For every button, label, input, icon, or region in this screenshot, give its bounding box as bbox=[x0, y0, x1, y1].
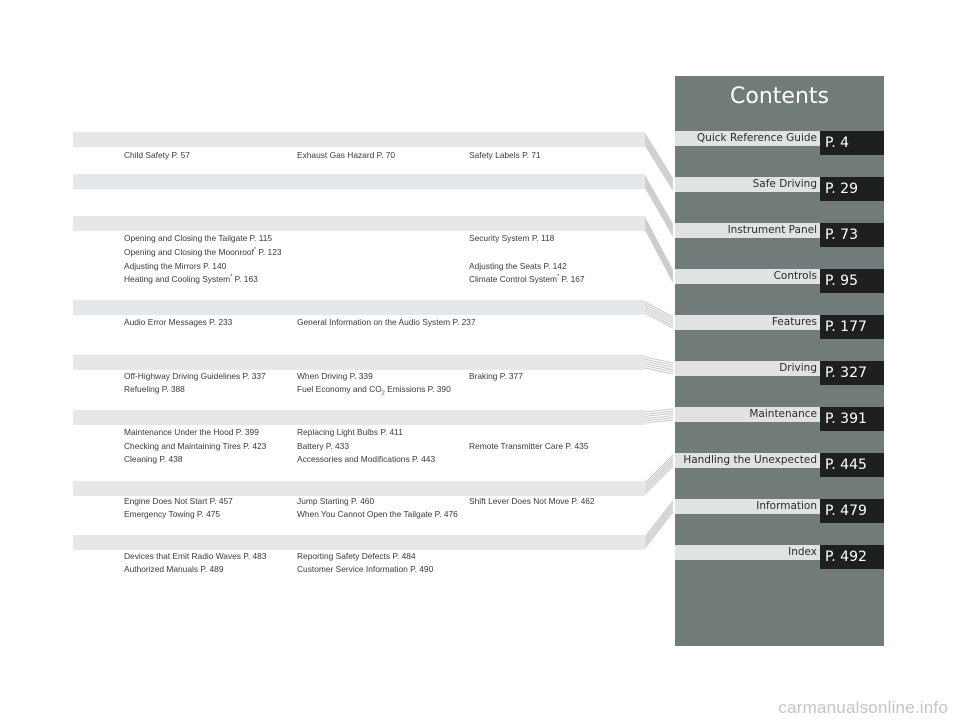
tab-page-maintenance[interactable]: P. 391 bbox=[820, 407, 884, 431]
subscript-2: 2 bbox=[381, 390, 385, 397]
entry-moonroof-label: Opening and Closing the Moonroof bbox=[124, 247, 254, 257]
entry-accessories[interactable]: Accessories and Modifications P. 443 bbox=[297, 454, 436, 464]
option-mark: * bbox=[230, 274, 233, 281]
entry-heating-cooling[interactable] bbox=[124, 272, 258, 287]
tab-page-driving[interactable]: P. 327 bbox=[820, 361, 884, 385]
entry-off-highway[interactable]: Off-Highway Driving Guidelines P. 337 bbox=[124, 371, 266, 381]
tab-quick-reference-guide[interactable]: Quick Reference Guide bbox=[675, 131, 820, 146]
section-band-controls bbox=[73, 216, 645, 231]
entry-radio-waves[interactable]: Devices that Emit Radio Waves P. 483 bbox=[124, 551, 267, 561]
entry-light-bulbs[interactable]: Replacing Light Bulbs P. 411 bbox=[297, 427, 403, 437]
entry-shift-lever[interactable]: Shift Lever Does Not Move P. 462 bbox=[469, 496, 595, 506]
tab-page-quick-reference-guide[interactable]: P. 4 bbox=[820, 131, 884, 155]
option-mark: * bbox=[253, 247, 257, 254]
entry-tires[interactable]: Checking and Maintaining Tires P. 423 bbox=[124, 441, 267, 451]
section-band-instrument-panel bbox=[73, 174, 645, 189]
entry-fuel-label: Fuel Economy and CO bbox=[297, 384, 382, 394]
entry-exhaust-gas-hazard[interactable]: Exhaust Gas Hazard P. 70 bbox=[297, 150, 396, 160]
entry-when-driving[interactable]: When Driving P. 339 bbox=[297, 371, 373, 381]
entry-fuel-page: Emissions P. 390 bbox=[384, 384, 451, 394]
tab-page-controls[interactable]: P. 95 bbox=[820, 269, 884, 293]
entry-authorized-manuals[interactable]: Authorized Manuals P. 489 bbox=[124, 564, 224, 574]
entry-mirrors[interactable]: Adjusting the Mirrors P. 140 bbox=[124, 261, 227, 271]
tab-page-index[interactable]: P. 492 bbox=[820, 545, 884, 569]
entry-moonroof[interactable] bbox=[124, 245, 282, 260]
tab-driving[interactable]: Driving bbox=[675, 361, 820, 376]
tab-information[interactable]: Information bbox=[675, 499, 820, 514]
entry-moonroof-page: P. 123 bbox=[256, 247, 282, 257]
tab-safe-driving[interactable]: Safe Driving bbox=[675, 177, 820, 192]
entry-cleaning[interactable]: Cleaning P. 438 bbox=[124, 454, 183, 464]
entry-climate-page: P. 167 bbox=[559, 274, 585, 284]
entry-heating-label: Heating and Cooling System bbox=[124, 274, 231, 284]
tab-page-features[interactable]: P. 177 bbox=[820, 315, 884, 339]
entry-tailgate-cannot-open[interactable]: When You Cannot Open the Tailgate P. 476 bbox=[297, 509, 458, 519]
tab-controls[interactable]: Controls bbox=[675, 269, 820, 284]
section-band-safe-driving bbox=[73, 132, 645, 147]
entry-customer-service[interactable]: Customer Service Information P. 490 bbox=[297, 564, 434, 574]
entry-security-system[interactable]: Security System P. 118 bbox=[469, 233, 555, 243]
tab-instrument-panel[interactable]: Instrument Panel bbox=[675, 223, 820, 238]
option-mark: * bbox=[556, 274, 560, 281]
entry-battery[interactable]: Battery P. 433 bbox=[297, 441, 349, 451]
entry-climate-control[interactable] bbox=[469, 272, 585, 287]
connector-lines bbox=[645, 120, 675, 550]
entry-climate-label: Climate Control System bbox=[469, 274, 557, 284]
entry-emergency-towing[interactable]: Emergency Towing P. 475 bbox=[124, 509, 221, 519]
entry-fuel-economy[interactable] bbox=[297, 382, 451, 397]
contents-title: Contents bbox=[730, 84, 829, 109]
entry-heating-page: P. 163 bbox=[232, 274, 258, 284]
entry-under-hood[interactable]: Maintenance Under the Hood P. 399 bbox=[124, 427, 259, 437]
section-band-information bbox=[73, 535, 645, 550]
watermark: carmanualsonline.info bbox=[778, 698, 948, 717]
entry-jump-starting[interactable]: Jump Starting P. 460 bbox=[297, 496, 375, 506]
entry-child-safety[interactable]: Child Safety P. 57 bbox=[124, 150, 190, 160]
tab-page-safe-driving[interactable]: P. 29 bbox=[820, 177, 884, 201]
tab-maintenance[interactable]: Maintenance bbox=[675, 407, 820, 422]
entry-tailgate[interactable]: Opening and Closing the Tailgate P. 115 bbox=[124, 233, 273, 243]
section-band-maintenance bbox=[73, 410, 645, 425]
entry-refueling[interactable]: Refueling P. 388 bbox=[124, 384, 185, 394]
tab-index[interactable]: Index bbox=[675, 545, 820, 560]
entry-safety-labels[interactable]: Safety Labels P. 71 bbox=[469, 150, 541, 160]
entry-audio-general[interactable]: General Information on the Audio System P. 237 bbox=[297, 317, 476, 327]
entry-safety-defects[interactable]: Reporting Safety Defects P. 484 bbox=[297, 551, 416, 561]
tab-features[interactable]: Features bbox=[675, 315, 820, 330]
tab-page-handling-unexpected[interactable]: P. 445 bbox=[820, 453, 884, 477]
entry-audio-error[interactable]: Audio Error Messages P. 233 bbox=[124, 317, 233, 327]
tab-page-information[interactable]: P. 479 bbox=[820, 499, 884, 523]
section-band-features bbox=[73, 300, 645, 315]
tab-page-instrument-panel[interactable]: P. 73 bbox=[820, 223, 884, 247]
entry-engine-not-start[interactable]: Engine Does Not Start P. 457 bbox=[124, 496, 233, 506]
entry-remote-transmitter[interactable]: Remote Transmitter Care P. 435 bbox=[469, 441, 589, 451]
tab-handling-unexpected[interactable]: Handling the Unexpected bbox=[675, 453, 820, 468]
entry-braking[interactable]: Braking P. 377 bbox=[469, 371, 523, 381]
section-band-driving bbox=[73, 355, 645, 370]
entry-seats[interactable]: Adjusting the Seats P. 142 bbox=[469, 261, 567, 271]
